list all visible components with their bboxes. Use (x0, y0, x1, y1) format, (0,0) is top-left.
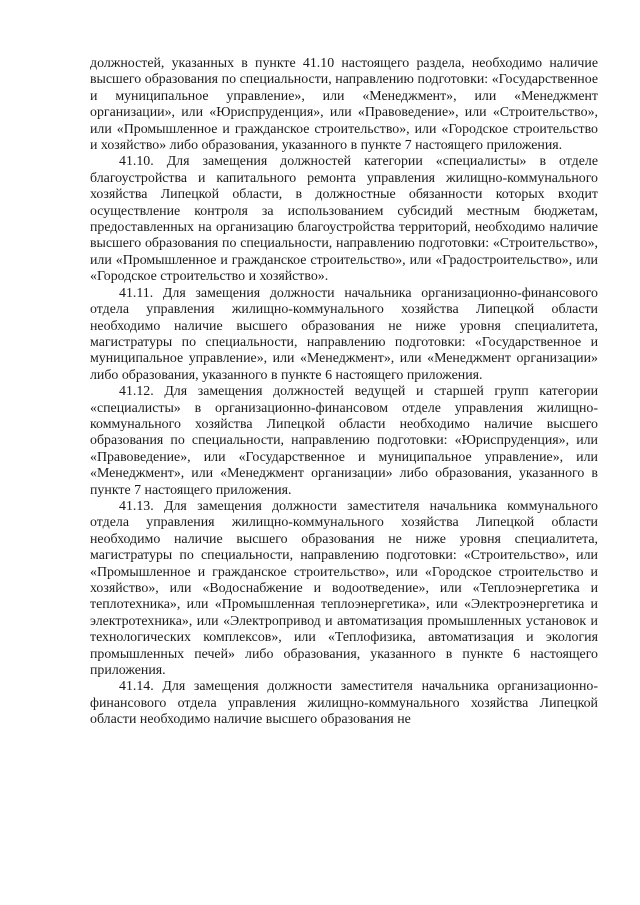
document-page (90, 56, 598, 729)
paragraph-41-10: 41.10. Для замещения должностей категории «специалисты» в отделе благоустройства и капитального ремонта управления жилищно-коммунального хозяйства Липецкой области, в должностные обязанности которых входит осуществление контроля за использованием субсидий местным бюджетам, предоставленных на организацию благоустройства территорий, необходимо наличие высшего образования по специальности, направлению подготовки: «Строительство», или «Промышленное и гражданское строительство», или «Градостроительство», или «Городское строительство и хозяйство». (90, 154, 598, 285)
paragraph-41-12: 41.12. Для замещения должностей ведущей и старшей групп категории «специалисты» в организационно-финансовом отделе управления жилищно-коммунального хозяйства Липецкой области необходимо наличие высшего образования по специальности, направлению подготовки: «Юриспруденция», или «Правоведение», или «Государственное и муниципальное управление», или «Менеджмент», или «Менеджмент организации» либо образования, указанного в пункте 7 настоящего приложения. (90, 384, 598, 498)
paragraph-continuation: должностей, указанных в пункте 41.10 настоящего раздела, необходимо наличие высшего образования по специальности, направлению подготовки: «Государственное и муниципальное управление», или «Менеджмент», или «Менеджмент организации», или «Юриспруденция», или «Правоведение», или «Строительство», или «Промышленное и гражданское строительство», или «Городское строительство и хозяйство» либо образования, указанного в пункте 7 настоящего приложения. (90, 56, 598, 154)
paragraph-41-13: 41.13. Для замещения должности заместителя начальника коммунального отдела управления жилищно-коммунального хозяйства Липецкой области необходимо наличие высшего образования не ниже уровня специалитета, магистратуры по специальности, направлению подготовки: «Строительство», или «Промышленное и гражданское строительство», или «Городское строительство и хозяйство», или «Водоснабжение и водоотведение», или «Теплоэнергетика и теплотехника», или «Промышленная теплоэнергетика», или «Электроэнергетика и электротехника», или «Электропривод и автоматизация промышленных установок и технологических комплексов», или «Теплофизика, автоматизация и экология промышленных печей» либо образования, указанного в пункте 6 настоящего приложения. (90, 498, 598, 679)
paragraph-41-14: 41.14. Для замещения должности заместителя начальника организационно-финансового отдела управления жилищно-коммунального хозяйства Липецкой области необходимо наличие высшего образования не (90, 679, 598, 728)
paragraph-41-11: 41.11. Для замещения должности начальника организационно-финансового отдела управления жилищно-коммунального хозяйства Липецкой области необходимо наличие высшего образования не ниже уровня специалитета, магистратуры по специальности, направлению подготовки: «Государственное и муниципальное управление», или «Менеджмент», или «Менеджмент организации» либо образования, указанного в пункте 6 настоящего приложения. (90, 285, 598, 383)
